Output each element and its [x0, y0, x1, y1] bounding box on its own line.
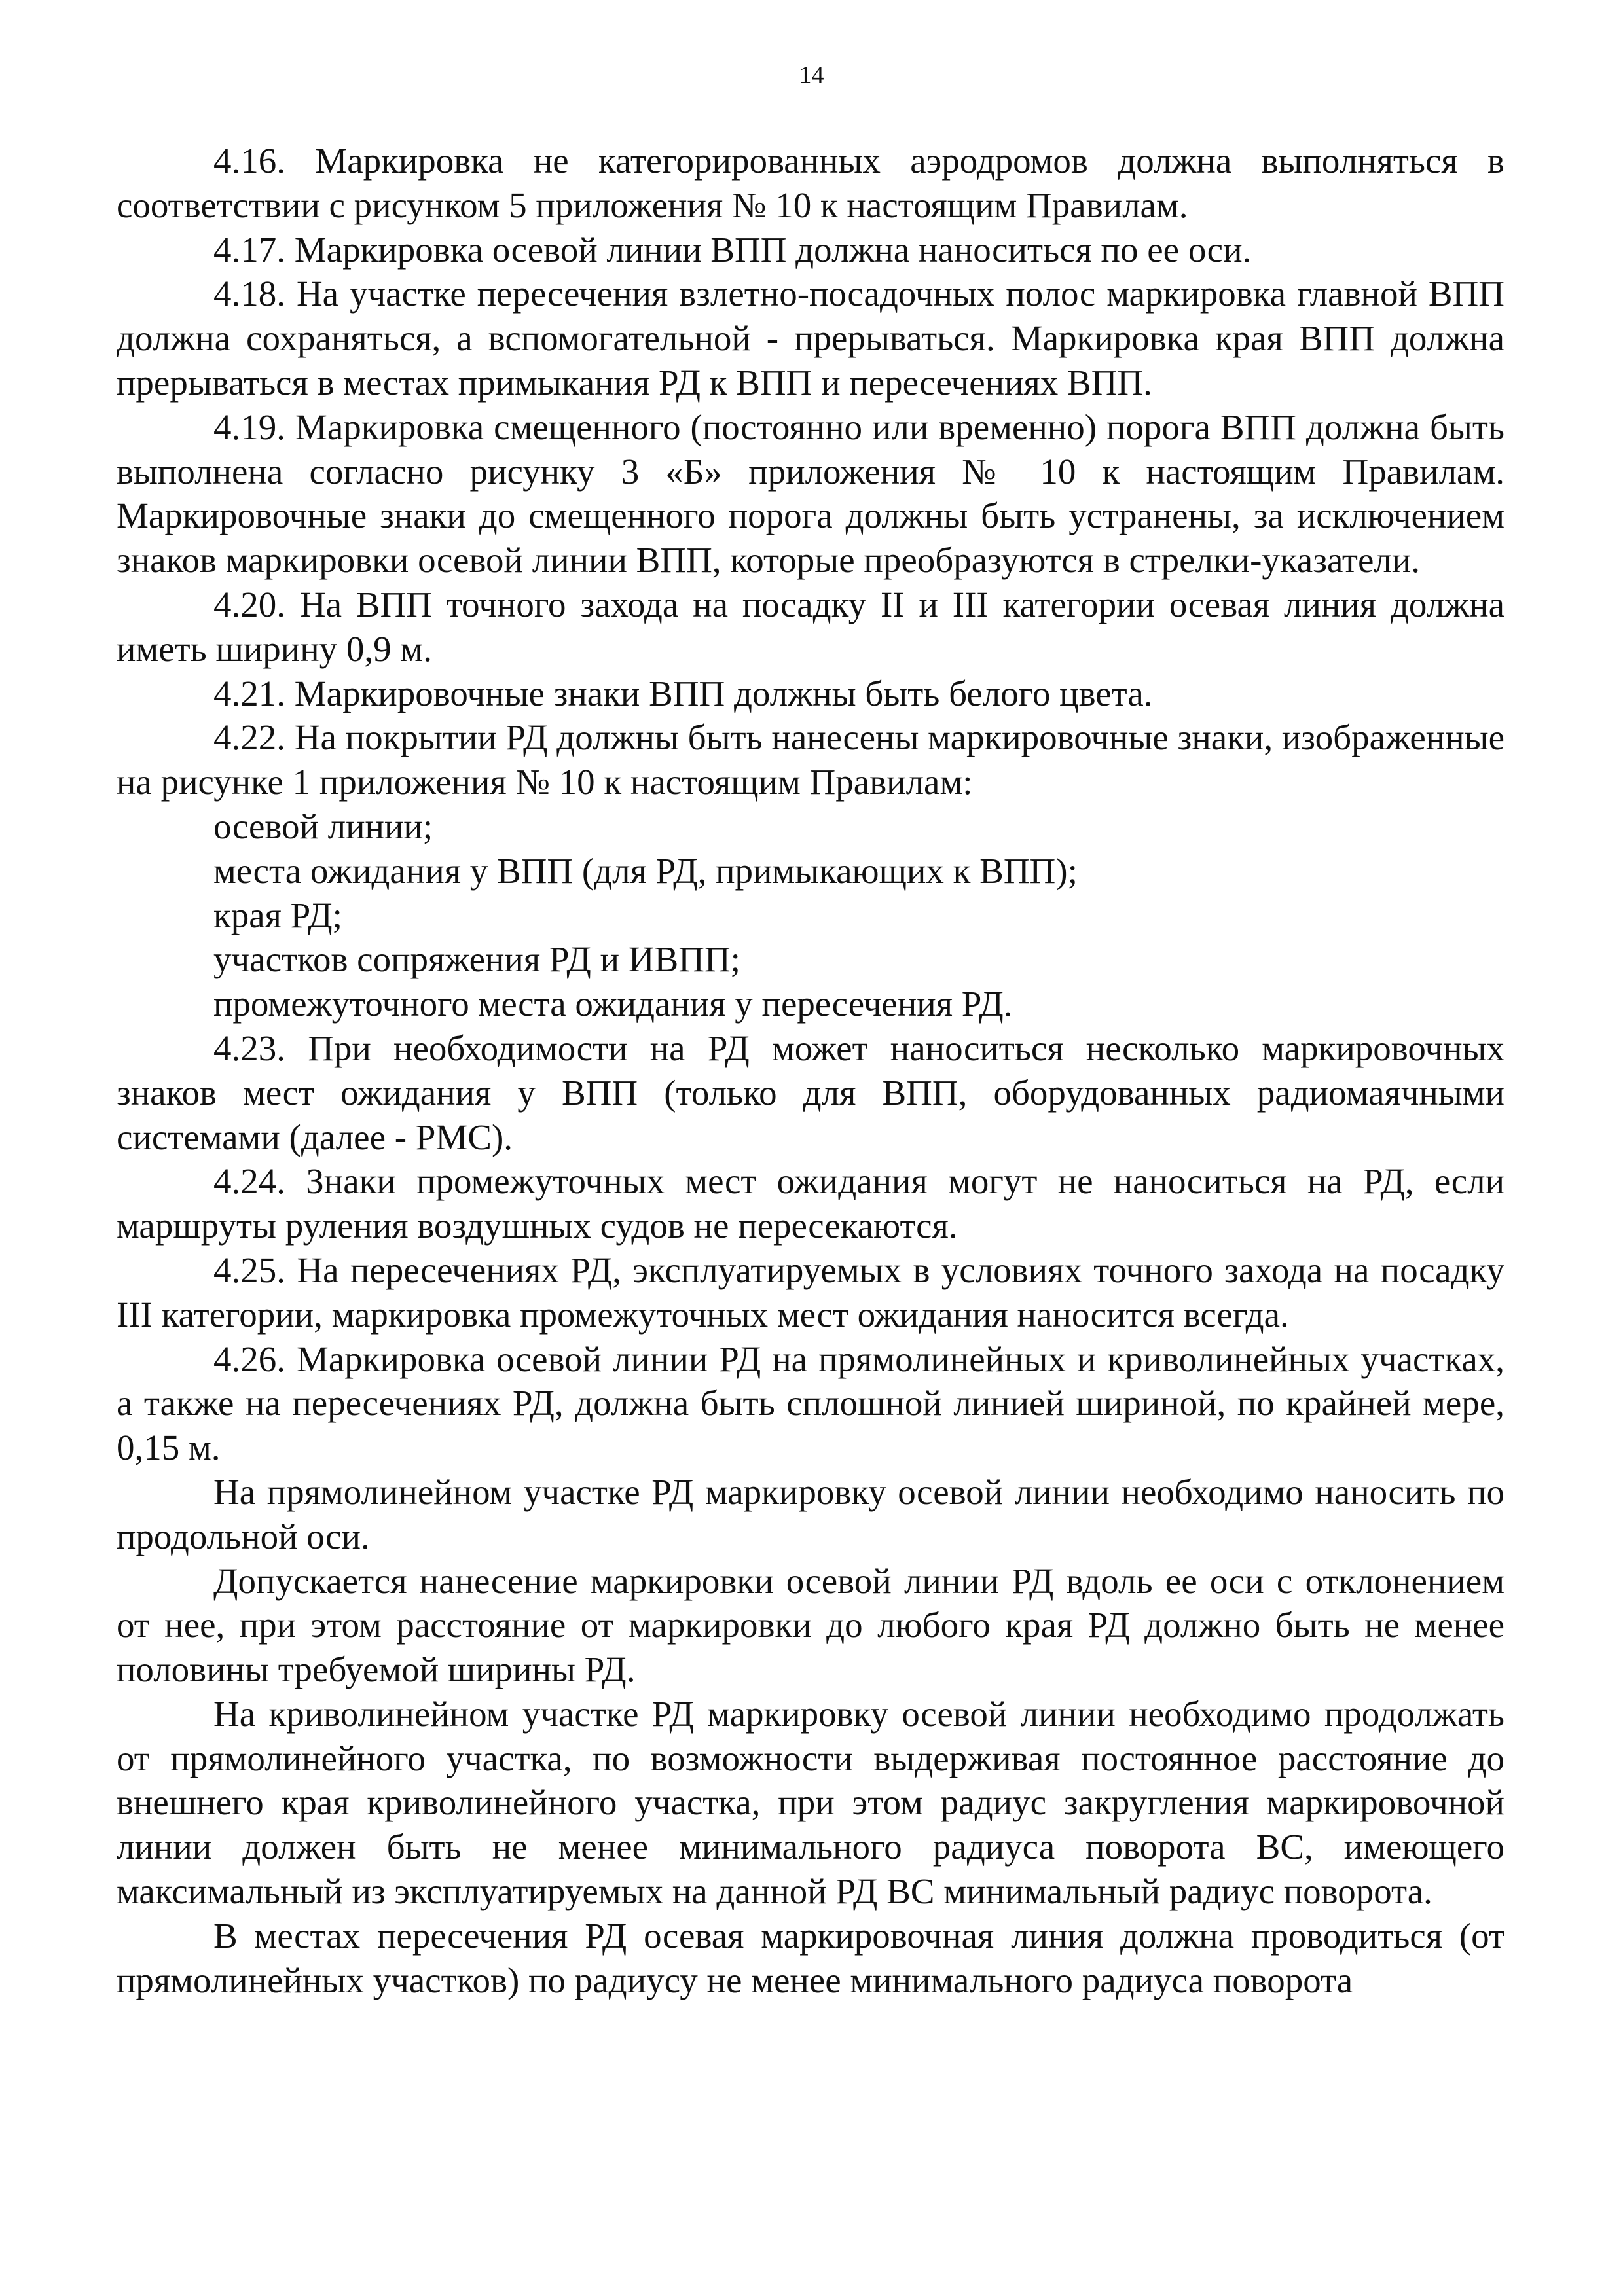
paragraph-4-16: 4.16. Маркировка не категорированных аэродромов должна выполняться в соответствии с рисунком 5 приложения № 10 к настоящим Правилам. [117, 141, 1504, 225]
document-body [117, 139, 1504, 2002]
paragraph-4-20: 4.20. На ВПП точного захода на посадку II и III категории осевая линия должна иметь ширину 0,9 м. [117, 584, 1504, 669]
paragraph-offset-allowance: Допускается нанесение маркировки осевой линии РД вдоль ее оси с отклонением от нее, при этом расстояние от маркировки до любого края РД должно быть не менее половины требуемой ширины РД. [117, 1560, 1504, 1690]
list-item: края РД; [213, 895, 342, 935]
paragraph-4-25: 4.25. На пересечениях РД, эксплуатируемых в условиях точного захода на посадку III категории, маркировка промежуточных мест ожидания наносится всегда. [117, 1249, 1504, 1335]
paragraph-4-19: 4.19. Маркировка смещенного (постоянно или временно) порога ВПП должна быть выполнена согласно рисунку 3 «Б» приложения № 10 к настоящим Правилам. Маркировочные знаки до смещенного порога должны быть устранены, за исключением знаков маркировки осевой линии ВПП, которые преобразуются в стрелки-указатели. [117, 406, 1504, 581]
paragraph-intersections: В местах пересечения РД осевая маркировочная линия должна проводиться (от прямолинейных участков) по радиусу не менее минимального радиуса поворота [117, 1915, 1504, 2000]
paragraph-4-26: 4.26. Маркировка осевой линии РД на прямолинейных и криволинейных участках, а также на пересечениях РД, должна быть сплошной линией шириной, по крайней мере, 0,15 м. [117, 1338, 1504, 1468]
page-number: 14 [799, 62, 824, 89]
paragraph-curved-section: На криволинейном участке РД маркировку осевой линии необходимо продолжать от прямолинейного участка, по возможности выдерживая постоянное расстояние до внешнего края криволинейного участка, при этом радиус закругления маркировочной линии должен быть не менее минимального радиуса поворота ВС, имеющего максимальный из эксплуатируемых на данной РД ВС минимальный радиус поворота. [117, 1693, 1504, 1912]
list-item: участков сопряжения РД и ИВПП; [213, 939, 740, 980]
list-item: промежуточного места ожидания у пересечения РД. [213, 984, 1013, 1024]
paragraph-straight-section: На прямолинейном участке РД маркировку осевой линии необходимо наносить по продольной оси. [117, 1471, 1504, 1556]
paragraph-4-24: 4.24. Знаки промежуточных мест ожидания могут не наноситься на РД, если маршруты руления воздушных судов не пересекаются. [117, 1161, 1504, 1246]
paragraph-4-18: 4.18. На участке пересечения взлетно-посадочных полос маркировка главной ВПП должна сохраняться, а вспомогательной - прерываться. Маркировка края ВПП должна прерываться в местах примыкания РД к ВПП и пересечениях ВПП. [117, 274, 1504, 403]
paragraph-4-23: 4.23. При необходимости на РД может наноситься несколько маркировочных знаков мест ожидания у ВПП (только для ВПП, оборудованных радиомаячными системами (далее - РМС). [117, 1028, 1504, 1157]
list-item: осевой линии; [213, 806, 433, 846]
paragraph-4-21: 4.21. Маркировочные знаки ВПП должны быть белого цвета. [213, 673, 1153, 713]
paragraph-4-17: 4.17. Маркировка осевой линии ВПП должна наноситься по ее оси. [213, 229, 1252, 270]
paragraph-4-22: 4.22. На покрытии РД должны быть нанесены маркировочные знаки, изображенные на рисунке 1 приложения № 10 к настоящим Правилам: [117, 717, 1504, 802]
list-item: места ожидания у ВПП (для РД, примыкающих к ВПП); [213, 850, 1078, 891]
